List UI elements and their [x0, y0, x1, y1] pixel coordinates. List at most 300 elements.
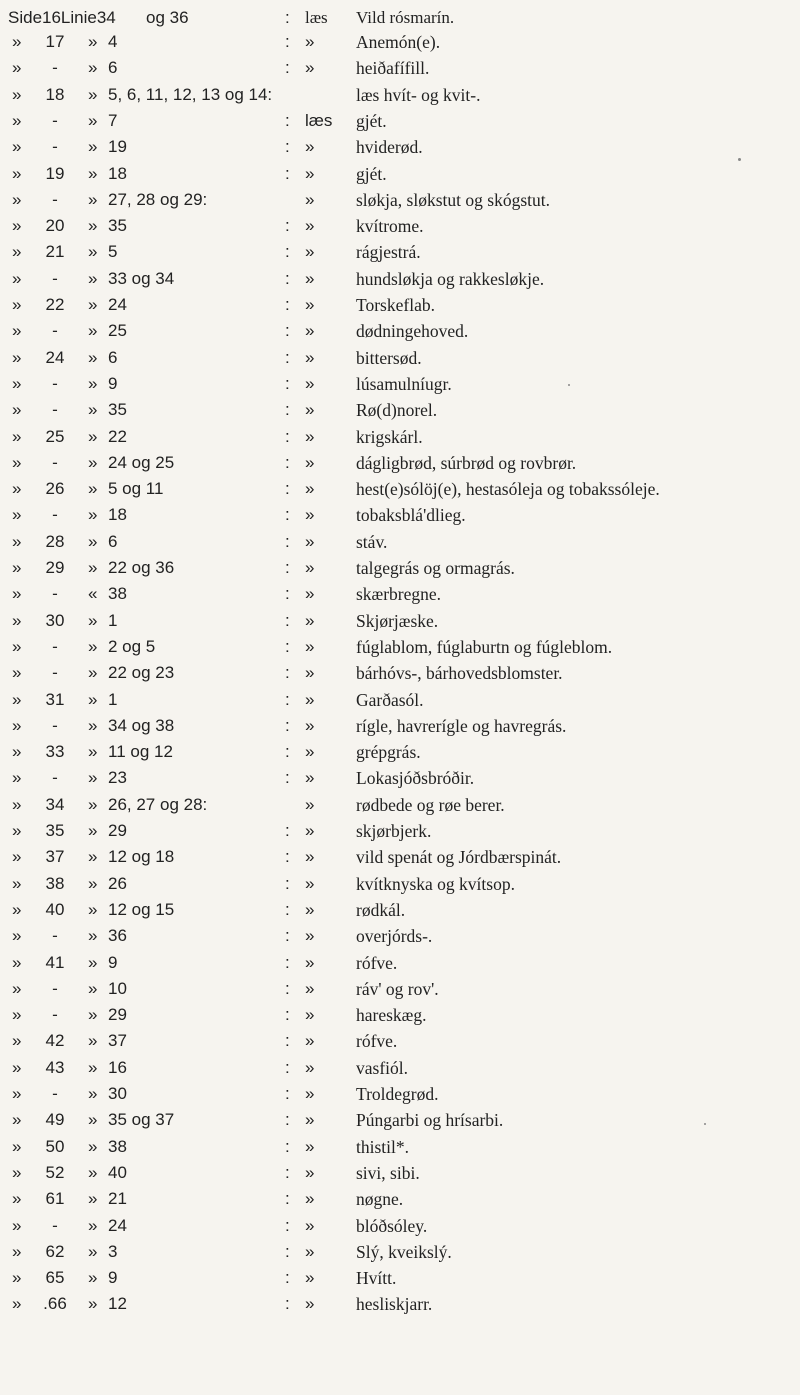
laes-ditto-mark: »: [305, 453, 315, 472]
laes-ditto-mark: »: [305, 874, 315, 893]
reading-text: bárhóvs-, bárhovedsblomster.: [356, 663, 563, 683]
colon-mark: :: [285, 690, 290, 709]
side-ditto-mark: »: [12, 1058, 22, 1077]
line-number: 36: [108, 926, 127, 945]
table-row: [0, 1161, 800, 1185]
laes-ditto-mark: »: [305, 1268, 315, 1287]
line-number: 6: [108, 58, 118, 77]
line-ditto-mark: »: [88, 1163, 98, 1182]
table-row: [0, 819, 800, 843]
colon-mark: :: [285, 295, 290, 314]
side-number: -: [52, 400, 58, 419]
side-ditto-mark: »: [12, 584, 22, 603]
laes-ditto-mark: »: [305, 1163, 315, 1182]
colon-mark: :: [285, 874, 290, 893]
colon-mark: :: [285, 1005, 290, 1024]
side-number: 52: [45, 1163, 65, 1182]
reading-text: nøgne.: [356, 1189, 404, 1209]
colon-mark: :: [285, 1189, 290, 1208]
line-number: 34 og 38: [108, 716, 175, 735]
side-ditto-mark: »: [12, 1268, 22, 1287]
line-number: 22: [108, 427, 127, 446]
table-row: [0, 451, 800, 475]
table-row: [0, 293, 800, 317]
side-number: 49: [45, 1110, 65, 1129]
reading-text: Skjørjæske.: [356, 611, 439, 631]
laes-ditto-mark: »: [305, 295, 315, 314]
table-row: [0, 635, 800, 659]
line-ditto-mark: »: [88, 742, 98, 761]
side-number: -: [52, 716, 58, 735]
side-ditto-mark: »: [12, 953, 22, 972]
colon-mark: :: [285, 1031, 290, 1050]
reading-text: hareskæg.: [356, 1005, 427, 1025]
reading-text: dágligbrød, súrbrød og rovbrør.: [356, 453, 577, 473]
reading-text: Lokasjóðsbróðir.: [356, 768, 475, 788]
table-row: [0, 398, 800, 422]
colon-mark: :: [285, 821, 290, 840]
colon-mark: :: [285, 111, 290, 130]
line-ditto-mark: »: [88, 1268, 98, 1287]
side-ditto-mark: »: [12, 716, 22, 735]
side-number: -: [52, 374, 58, 393]
side-number: 35: [45, 821, 65, 840]
side-ditto-mark: »: [12, 1110, 22, 1129]
line-number: 26: [108, 874, 127, 893]
header-colon: :: [285, 8, 290, 27]
reading-text: heiðafífill.: [356, 58, 430, 78]
reading-text: fúglablom, fúglaburtn og fúgleblom.: [356, 637, 613, 657]
line-number: 6: [108, 348, 118, 367]
colon-mark: :: [285, 32, 290, 51]
side-ditto-mark: »: [12, 1137, 22, 1156]
line-number: 9: [108, 374, 118, 393]
reading-text: Anemón(e).: [356, 32, 441, 52]
table-row: [0, 530, 800, 554]
line-ditto-mark: »: [88, 269, 98, 288]
line-ditto-mark: »: [88, 111, 98, 130]
table-row: [0, 951, 800, 975]
colon-mark: :: [285, 453, 290, 472]
side-ditto-mark: »: [12, 768, 22, 787]
side-ditto-mark: »: [12, 1216, 22, 1235]
table-row: [0, 898, 800, 922]
line-ditto-mark: »: [88, 768, 98, 787]
reading-text: skjørbjerk.: [356, 821, 432, 841]
line-ditto-mark: »: [88, 874, 98, 893]
line-ditto-mark: »: [88, 795, 98, 814]
line-number: 5: [108, 242, 118, 261]
line-ditto-mark: »: [88, 953, 98, 972]
side-number: 43: [45, 1058, 65, 1077]
line-ditto-mark: »: [88, 321, 98, 340]
reading-text: rágjestrá.: [356, 242, 421, 262]
table-row: [0, 1214, 800, 1238]
line-number: 29: [108, 1005, 127, 1024]
reading-text: rødkál.: [356, 900, 406, 920]
line-number: 4: [108, 32, 118, 51]
line-ditto-mark: »: [88, 242, 98, 261]
laes-ditto-mark: »: [305, 558, 315, 577]
side-ditto-mark: »: [12, 190, 22, 209]
side-number: 21: [45, 242, 65, 261]
laes-ditto-mark: »: [305, 137, 315, 156]
line-number: 27, 28 og 29:: [108, 190, 208, 209]
table-row: [0, 740, 800, 764]
table-row: [0, 109, 800, 133]
colon-mark: :: [285, 926, 290, 945]
line-ditto-mark: »: [88, 1058, 98, 1077]
reading-text: gjét.: [356, 111, 387, 131]
side-ditto-mark: »: [12, 85, 22, 104]
line-number: 24: [108, 1216, 127, 1235]
laes-ditto-mark: »: [305, 768, 315, 787]
laes-ditto-mark: »: [305, 584, 315, 603]
line-ditto-mark: »: [88, 32, 98, 51]
line-number: 2 og 5: [108, 637, 156, 656]
laes-ditto-mark: »: [305, 900, 315, 919]
line-ditto-mark: »: [88, 58, 98, 77]
header-text: Vild rósmarín.: [356, 8, 455, 27]
side-number: -: [52, 111, 58, 130]
laes-ditto-mark: »: [305, 32, 315, 51]
side-ditto-mark: »: [12, 269, 22, 288]
reading-text: Rø(d)norel.: [356, 400, 438, 420]
header-laes: læs: [305, 8, 328, 27]
reading-text: Púngarbi og hrísarbi.: [356, 1110, 504, 1130]
line-number: 38: [108, 1137, 127, 1156]
reading-text: thistil*.: [356, 1137, 409, 1157]
line-ditto-mark: »: [88, 479, 98, 498]
reading-text: hviderød.: [356, 137, 423, 157]
side-number: 29: [45, 558, 65, 577]
colon-mark: :: [285, 637, 290, 656]
line-ditto-mark: »: [88, 1216, 98, 1235]
colon-mark: :: [285, 427, 290, 446]
reading-text: kvítrome.: [356, 216, 424, 236]
colon-mark: :: [285, 321, 290, 340]
side-number: 18: [45, 85, 65, 104]
table-row: [0, 30, 800, 54]
reading-text: grépgrás.: [356, 742, 421, 762]
side-number: -: [52, 584, 58, 603]
table-row: [0, 477, 800, 501]
side-number: -: [52, 58, 58, 77]
side-ditto-mark: »: [12, 453, 22, 472]
colon-mark: :: [285, 242, 290, 261]
side-ditto-mark: »: [12, 847, 22, 866]
colon-mark: :: [285, 137, 290, 156]
table-row: [0, 766, 800, 790]
table-row: [0, 214, 800, 238]
reading-text: sivi, sibi.: [356, 1163, 420, 1183]
laes-ditto-mark: »: [305, 348, 315, 367]
line-ditto-mark: »: [88, 295, 98, 314]
laes-ditto-mark: læs: [305, 111, 333, 130]
side-number: 34: [45, 795, 65, 814]
table-row: [0, 609, 800, 633]
side-ditto-mark: »: [12, 400, 22, 419]
side-number: 20: [45, 216, 65, 235]
colon-mark: :: [285, 900, 290, 919]
line-number: 38: [108, 584, 127, 603]
reading-text: blóðsóley.: [356, 1216, 428, 1236]
line-number: 5 og 11: [108, 479, 164, 498]
table-row: [0, 1056, 800, 1080]
laes-ditto-mark: »: [305, 164, 315, 183]
side-number: -: [52, 768, 58, 787]
side-ditto-mark: »: [12, 505, 22, 524]
reading-text: tobaksblá'dlieg.: [356, 505, 466, 525]
line-ditto-mark: »: [88, 216, 98, 235]
line-ditto-mark: »: [88, 1005, 98, 1024]
table-row: [0, 1082, 800, 1106]
table-row: [0, 425, 800, 449]
laes-ditto-mark: »: [305, 847, 315, 866]
line-ditto-mark: »: [88, 611, 98, 630]
line-number: 9: [108, 953, 118, 972]
colon-mark: :: [285, 558, 290, 577]
laes-ditto-mark: »: [305, 742, 315, 761]
side-ditto-mark: »: [12, 137, 22, 156]
side-number: -: [52, 137, 58, 156]
reading-text: lúsamulníugr.: [356, 374, 452, 394]
laes-ditto-mark: »: [305, 269, 315, 288]
side-number: 28: [45, 532, 65, 551]
side-number: 42: [45, 1031, 65, 1050]
paper-speck: [568, 384, 570, 386]
colon-mark: :: [285, 979, 290, 998]
side-number: 26: [45, 479, 65, 498]
side-ditto-mark: »: [12, 348, 22, 367]
side-ditto-mark: »: [12, 690, 22, 709]
colon-mark: :: [285, 374, 290, 393]
colon-mark: :: [285, 953, 290, 972]
laes-ditto-mark: »: [305, 1005, 315, 1024]
table-row: [0, 1292, 800, 1316]
side-ditto-mark: »: [12, 295, 22, 314]
reading-text: vild spenát og Jórdbærspinát.: [356, 847, 562, 867]
table-row: [0, 582, 800, 606]
line-ditto-mark: »: [88, 900, 98, 919]
table-row: [0, 319, 800, 343]
side-ditto-mark: »: [12, 479, 22, 498]
table-row: [0, 661, 800, 685]
laes-ditto-mark: »: [305, 532, 315, 551]
line-number: 11 og 12: [108, 742, 173, 761]
laes-ditto-mark: »: [305, 1242, 315, 1261]
reading-text: Slý, kveikslý.: [356, 1242, 452, 1262]
line-ditto-mark: »: [88, 532, 98, 551]
laes-ditto-mark: »: [305, 637, 315, 656]
laes-ditto-mark: »: [305, 479, 315, 498]
line-ditto-mark: »: [88, 1137, 98, 1156]
side-ditto-mark: »: [12, 742, 22, 761]
line-ditto-mark: »: [88, 1294, 98, 1313]
reading-text: hesliskjarr.: [356, 1294, 433, 1314]
paper-speck: [738, 158, 741, 161]
reading-text: rødbede og røe berer.: [356, 795, 505, 815]
page-line-reference: Side16Linie34: [8, 8, 116, 27]
laes-ditto-mark: »: [305, 926, 315, 945]
reading-text: rófve.: [356, 953, 398, 973]
laes-ditto-mark: »: [305, 1294, 315, 1313]
side-number: 25: [45, 427, 65, 446]
table-row: [0, 556, 800, 580]
side-number: 30: [45, 611, 65, 630]
colon-mark: :: [285, 742, 290, 761]
line-number: 6: [108, 532, 118, 551]
side-number: -: [52, 1216, 58, 1235]
line-ditto-mark: »: [88, 1189, 98, 1208]
side-ditto-mark: »: [12, 427, 22, 446]
line-ditto-mark: »: [88, 926, 98, 945]
side-ditto-mark: »: [12, 1163, 22, 1182]
side-ditto-mark: »: [12, 795, 22, 814]
side-number: 61: [45, 1189, 65, 1208]
side-ditto-mark: »: [12, 1005, 22, 1024]
side-number: 50: [45, 1137, 65, 1156]
table-row: [0, 503, 800, 527]
table-row: [0, 1266, 800, 1290]
side-ditto-mark: »: [12, 1031, 22, 1050]
side-ditto-mark: »: [12, 216, 22, 235]
side-number: -: [52, 190, 58, 209]
line-ditto-mark: »: [88, 400, 98, 419]
table-row: [0, 845, 800, 869]
line-ditto-mark: »: [88, 190, 98, 209]
line-ditto-mark: »: [88, 137, 98, 156]
table-row: [0, 1240, 800, 1264]
colon-mark: :: [285, 1242, 290, 1261]
side-number: -: [52, 1084, 58, 1103]
colon-mark: :: [285, 1294, 290, 1313]
reading-text: rígle, havrerígle og havregrás.: [356, 716, 567, 736]
laes-ditto-mark: »: [305, 1058, 315, 1077]
line-number: 16: [108, 1058, 127, 1077]
side-number: -: [52, 269, 58, 288]
colon-mark: :: [285, 1084, 290, 1103]
line-number: 24: [108, 295, 127, 314]
line-number: 1: [108, 611, 118, 630]
line-ditto-mark: »: [88, 1031, 98, 1050]
line-number: 37: [108, 1031, 127, 1050]
colon-mark: :: [285, 269, 290, 288]
side-number: 22: [45, 295, 65, 314]
side-ditto-mark: »: [12, 58, 22, 77]
side-number: 31: [45, 690, 65, 709]
side-number: -: [52, 926, 58, 945]
line-number: 1: [108, 690, 118, 709]
side-number: -: [52, 505, 58, 524]
side-ditto-mark: »: [12, 374, 22, 393]
side-ditto-mark: »: [12, 532, 22, 551]
line-number: 21: [108, 1189, 127, 1208]
table-row: [0, 1029, 800, 1053]
line-number: 33 og 34: [108, 269, 175, 288]
reading-text: sløkja, sløkstut og skógstut.: [356, 190, 550, 210]
line-ditto-mark: «: [88, 584, 98, 603]
laes-ditto-mark: »: [305, 58, 315, 77]
laes-ditto-mark: »: [305, 979, 315, 998]
side-number: -: [52, 453, 58, 472]
colon-mark: :: [285, 847, 290, 866]
laes-ditto-mark: »: [305, 1084, 315, 1103]
line-number: 3: [108, 1242, 118, 1261]
reading-text: gjét.: [356, 164, 387, 184]
reading-text: hundsløkja og rakkesløkje.: [356, 269, 545, 289]
line-ditto-mark: »: [88, 85, 98, 104]
paper-speck: [704, 1123, 706, 1125]
laes-ditto-mark: »: [305, 821, 315, 840]
laes-ditto-mark: »: [305, 663, 315, 682]
reading-text: overjórds-.: [356, 926, 433, 946]
line-ditto-mark: »: [88, 558, 98, 577]
colon-mark: :: [285, 716, 290, 735]
laes-ditto-mark: »: [305, 242, 315, 261]
reading-text: ráv' og rov'.: [356, 979, 439, 999]
line-number: 26, 27 og 28:: [108, 795, 208, 814]
table-row: [0, 977, 800, 1001]
line-ditto-mark: »: [88, 690, 98, 709]
table-row: [0, 1003, 800, 1027]
side-ditto-mark: »: [12, 321, 22, 340]
line-ditto-mark: »: [88, 427, 98, 446]
laes-ditto-mark: »: [305, 1189, 315, 1208]
laes-ditto-mark: »: [305, 321, 315, 340]
table-row: [0, 872, 800, 896]
colon-mark: :: [285, 479, 290, 498]
side-number: -: [52, 321, 58, 340]
table-row: [0, 1187, 800, 1211]
line-ditto-mark: »: [88, 821, 98, 840]
line-ditto-mark: »: [88, 1110, 98, 1129]
laes-ditto-mark: »: [305, 427, 315, 446]
side-ditto-mark: »: [12, 663, 22, 682]
line-number: 29: [108, 821, 127, 840]
reading-text: Garðasól.: [356, 690, 424, 710]
laes-ditto-mark: »: [305, 1137, 315, 1156]
reading-text: krigskárl.: [356, 427, 423, 447]
reading-text: Troldegrød.: [356, 1084, 439, 1104]
line-number: 30: [108, 1084, 127, 1103]
line-number: 5, 6, 11, 12, 13 og 14:: [108, 85, 273, 104]
colon-mark: :: [285, 348, 290, 367]
line-number: 7: [108, 111, 118, 130]
table-row: [0, 688, 800, 712]
laes-ditto-mark: »: [305, 1216, 315, 1235]
table-row: [0, 793, 800, 817]
side-number: 41: [45, 953, 65, 972]
line-number: 12 og 18: [108, 847, 175, 866]
table-row: [0, 188, 800, 212]
side-number: 62: [45, 1242, 65, 1261]
colon-mark: :: [285, 663, 290, 682]
reading-text: vasfiól.: [356, 1058, 409, 1078]
reading-text: kvítknyska og kvítsop.: [356, 874, 515, 894]
side-number: 40: [45, 900, 65, 919]
reading-text: Hvítt.: [356, 1268, 397, 1288]
line-ditto-mark: »: [88, 374, 98, 393]
line-ditto-mark: »: [88, 663, 98, 682]
colon-mark: :: [285, 1216, 290, 1235]
line-number: 22 og 23: [108, 663, 175, 682]
side-ditto-mark: »: [12, 558, 22, 577]
side-number: -: [52, 979, 58, 998]
line-ditto-mark: »: [88, 505, 98, 524]
laes-ditto-mark: »: [305, 190, 315, 209]
line-number: 12: [108, 1294, 127, 1313]
